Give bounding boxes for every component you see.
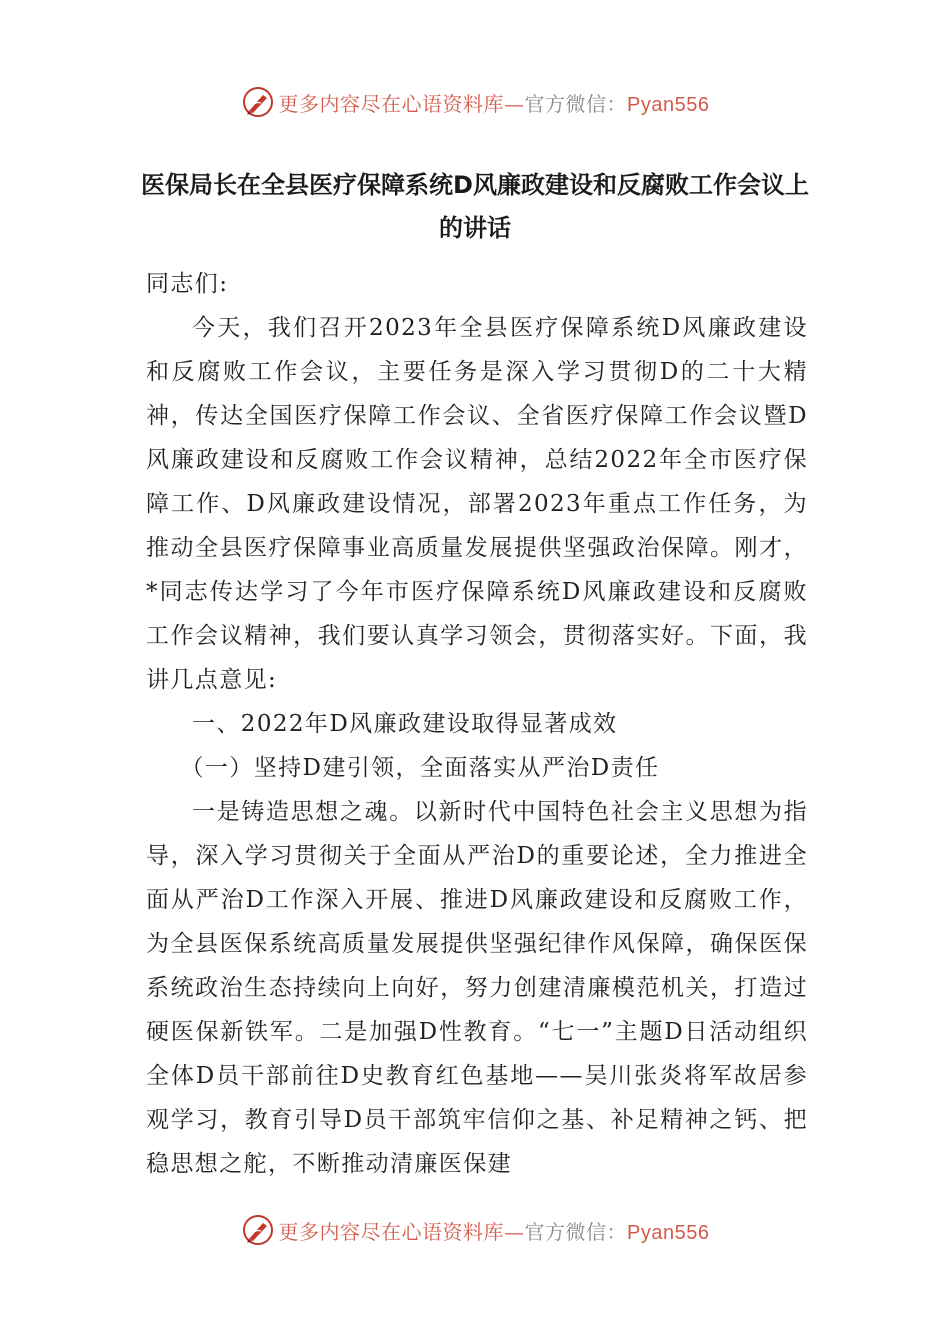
watermark-site: 更多内容尽在心语资料库 xyxy=(278,1219,505,1244)
paragraph-body: 一是铸造思想之魂。以新时代中国特色社会主义思想为指导，深入学习贯彻关于全面从严治D的重要论述，全力推进全面从严治D工作深入开展、推进D风廉政建设和反腐败工作，为全县医保系统高质量发展提供坚强纪律作风保障，确保医保系统政治生态持续向上向好，努力创建清廉模范机关，打造过硬医保新铁军。二是加强D性教育。“七一”主题D日活动组织全体D员干部前往D史教育红色基地——吴川张炎将军故居参观学习，教育引导D员干部筑牢信仰之基、补足精神之钙、把稳思想之舵，不断推动清廉医保建 xyxy=(146,799,808,1177)
watermark-footer xyxy=(0,1210,950,1250)
document-body xyxy=(146,262,808,1186)
watermark-account: Pyan556 xyxy=(627,93,710,116)
watermark-label: 官方微信： xyxy=(524,91,628,116)
salutation: 同志们: xyxy=(146,271,229,297)
watermark-header xyxy=(0,82,950,122)
subsection-heading: （一）坚持D建引领，全面落实从严治D责任 xyxy=(180,755,660,781)
watermark-text xyxy=(279,1216,710,1245)
document-title: 医保局长在全县医疗保障系统D风廉政建设和反腐败工作会议上的讲话 xyxy=(141,171,809,242)
watermark-dash: — xyxy=(504,91,525,116)
pen-logo-icon xyxy=(241,85,275,119)
pen-logo-icon xyxy=(241,1213,275,1247)
watermark-account: Pyan556 xyxy=(627,1221,710,1244)
watermark-text xyxy=(279,88,710,117)
section-heading: 一、2022年D风廉政建设取得显著成效 xyxy=(192,711,618,737)
paragraph-intro: 今天，我们召开2023年全县医疗保障系统D风廉政建设和反腐败工作会议，主要任务是深入学习贯彻D的二十大精神，传达全国医疗保障工作会议、全省医疗保障工作会议暨D风廉政建设和反腐败工作会议精神，总结2022年全市医疗保障工作、D风廉政建设情况，部署2023年重点工作任务，为推动全县医疗保障事业高质量发展提供坚强政治保障。刚才，*同志传达学习了今年市医疗保障系统D风廉政建设和反腐败工作会议精神，我们要认真学习领会，贯彻落实好。下面，我讲几点意见: xyxy=(146,315,808,693)
watermark-site: 更多内容尽在心语资料库 xyxy=(278,91,505,116)
watermark-dash: — xyxy=(504,1219,525,1244)
watermark-label: 官方微信： xyxy=(524,1219,628,1244)
